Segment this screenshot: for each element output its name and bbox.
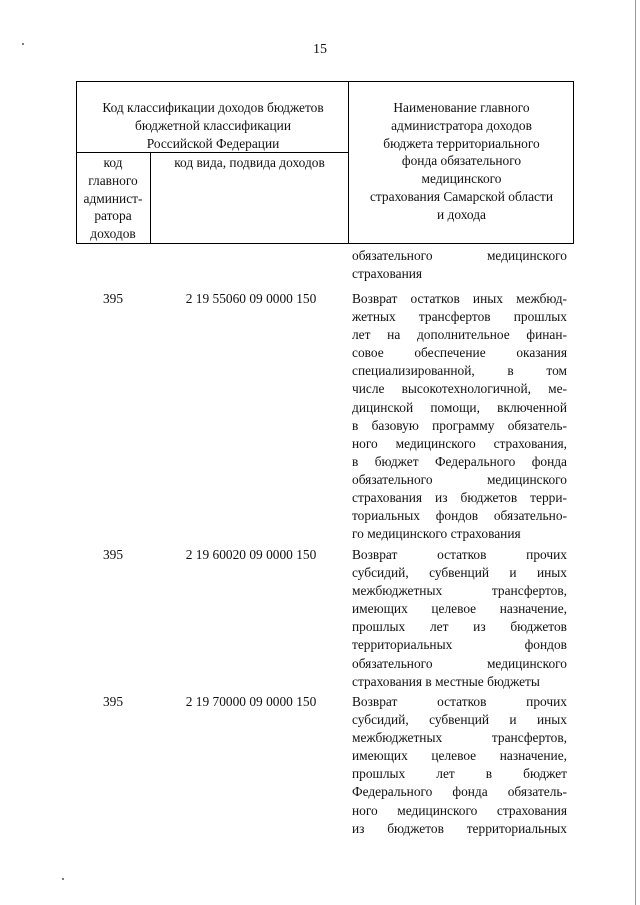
- admin-code-cell: 395: [102, 694, 124, 709]
- admin-code-cell: 395: [102, 291, 124, 306]
- income-code-cell: 2 19 70000 09 0000 150: [185, 694, 317, 709]
- classification-group-heading: Код классификации доходов бюджетов бюджетной классификации Российской Федерации: [102, 100, 324, 151]
- header-top-border: [76, 81, 574, 82]
- admin-code-cell: 395: [102, 547, 124, 562]
- header-right-border: [573, 81, 574, 244]
- scan-speck: [62, 878, 64, 880]
- admin-code-heading: код главного админист- ратора доходов: [83, 155, 143, 242]
- header-mid-border: [348, 81, 349, 244]
- name-heading: Наименование главного администратора доходов бюджета территориального фонда обязательного медицинского страхования Самарской области и дохода: [369, 100, 554, 222]
- name-cell: Возврат остатков прочих субсидий, субвенций и иных межбюджетных трансфертов, имеющих целевое назначение, прошлых лет в бюджет Федерального фонда обязатель- ного медицинского страхования из бюджетов территориальных: [352, 694, 567, 836]
- scan-edge-line: [635, 0, 636, 905]
- table-header: [76, 81, 574, 244]
- continuation-text: обязательного медицинского страхования: [352, 248, 567, 282]
- name-cell: Возврат остатков иных межбюд- жетных трансфертов прошлых лет на дополнительное финан- совое обеспечение оказания специализированной, в том числе высокотехнологичной, ме- дицинской помощи, включенной в базовую программу обязатель- ного медицинского страхования, в бюджет Федерального фонда обязательного медицинского страхования из бюджетов терри- ториальных фондов обязательно- го медицинского страхования: [352, 291, 567, 542]
- income-code-cell: 2 19 55060 09 0000 150: [185, 291, 317, 306]
- income-type-heading: код вида, подвида доходов: [174, 155, 325, 170]
- income-code-cell: 2 19 60020 09 0000 150: [185, 547, 317, 562]
- page-number: 15: [313, 42, 327, 57]
- name-cell: Возврат остатков прочих субсидий, субвенций и иных межбюджетных трансфертов, имеющих целевое назначение, прошлых лет из бюджетов территориальных фондов обязательного медицинского страхования в местные бюджеты: [352, 547, 567, 689]
